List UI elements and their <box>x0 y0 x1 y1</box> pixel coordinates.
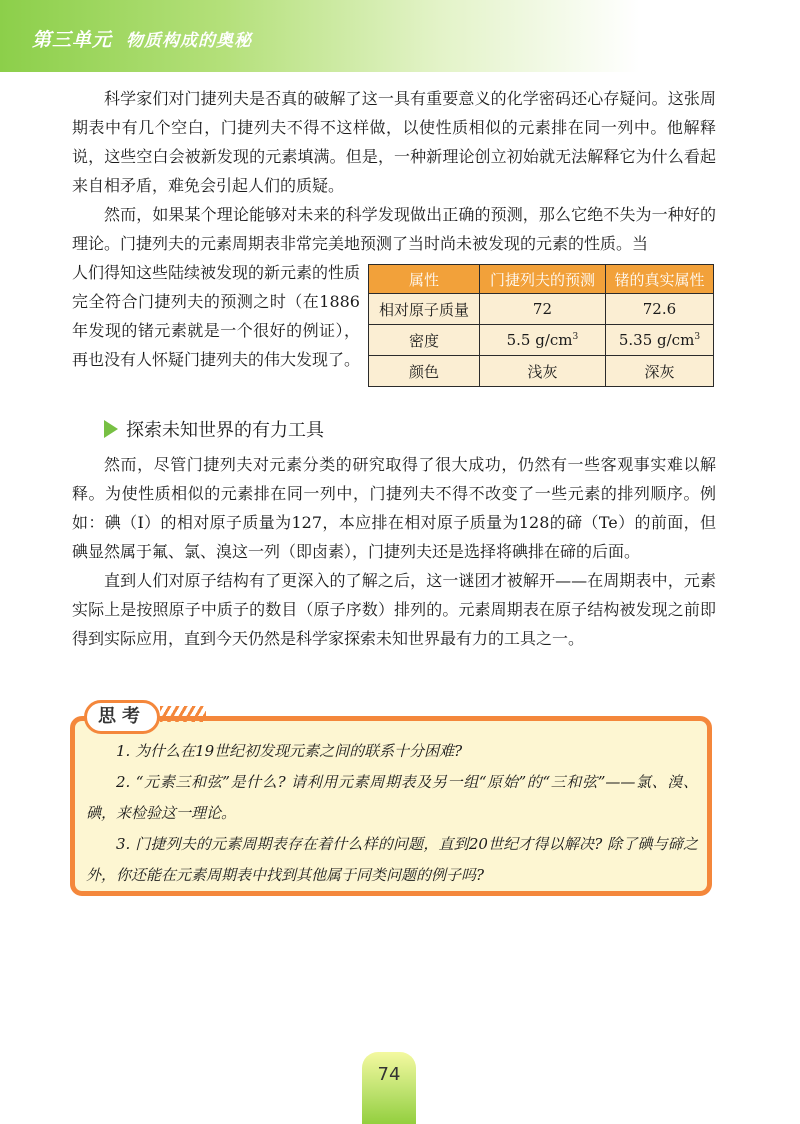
page-number: 74 <box>377 1064 401 1085</box>
question-1: 1. 为什么在19世纪初发现元素之间的联系十分困难? <box>116 742 463 760</box>
think-label: 思考 <box>84 700 160 734</box>
question-3: 3. 门捷列夫的元素周期表存在着什么样的问题，直到20世纪才得以解决? 除了碘与碲之外，你还能在元素周期表中找到其他属于同类问题的例子吗? <box>86 835 698 884</box>
density-predicted: 5.5 g/cm <box>506 331 573 349</box>
page-number-tab <box>362 1052 416 1124</box>
table-row <box>369 356 714 387</box>
table-header-property: 属性 <box>369 265 480 294</box>
question-2: 2. “元素三和弦”是什么? 请利用元素周期表及另一组“原始”的“三和弦”——氯、溴、碘，来检验这一理论。 <box>86 773 698 822</box>
chapter-header <box>32 25 252 52</box>
paragraph-3: 然而，尽管门捷列夫对元素分类的研究取得了很大成功，仍然有一些客观事实难以解释。为使性质相似的元素排在同一列中，门捷列夫不得不改变了一些元素的排列顺序。例如：碘（I）的相对原子质量为127，本应排在相对原子质量为128的碲（Te）的前面，但碘显然属于氟、氯、溴这一列（即卤素），门捷列夫还是选择将碘排在碲的后面。 <box>72 455 716 561</box>
table-row <box>369 294 714 325</box>
table-cell: 72.6 <box>605 294 713 325</box>
unit-label: 第三单元 <box>32 29 113 51</box>
unit-title: 物质构成的奥秘 <box>126 31 253 51</box>
density-actual: 5.35 g/cm <box>618 331 695 349</box>
table-cell <box>605 325 713 356</box>
table-cell <box>480 325 606 356</box>
think-questions <box>86 736 698 891</box>
unit-superscript: 3 <box>694 332 701 342</box>
table-cell: 72 <box>480 294 606 325</box>
play-triangle-icon <box>104 420 118 438</box>
table-cell: 浅灰 <box>480 356 606 387</box>
decorative-stripes <box>160 706 206 722</box>
table-cell: 相对原子质量 <box>369 294 480 325</box>
table-cell: 深灰 <box>605 356 713 387</box>
paragraph-1: 科学家们对门捷列夫是否真的破解了这一具有重要意义的化学密码还心存疑问。这张周期表中有几个空白，门捷列夫不得不这样做，以使性质相似的元素排在同一列中。他解释说，这些空白会被新发现的元素填满。但是，一种新理论创立初始就无法解释它为什么看起来自相矛盾，难免会引起人们的质疑。 <box>72 89 716 195</box>
section-heading <box>104 416 324 442</box>
table-cell: 密度 <box>369 325 480 356</box>
chapter-header-band <box>0 0 800 72</box>
paragraph-2-continued: 人们得知这些陆续被发现的新元素的性质完全符合门捷列夫的预测之时（在1886年发现的锗元素就是一个很好的例证），再也没有人怀疑门捷列夫的伟大发现了。 <box>72 263 361 369</box>
section-title: 探索未知世界的有力工具 <box>126 420 324 441</box>
table-cell: 颜色 <box>369 356 480 387</box>
unit-superscript: 3 <box>572 332 579 342</box>
table-row <box>369 325 714 356</box>
table-header-prediction: 门捷列夫的预测 <box>480 265 606 294</box>
paragraph-4: 直到人们对原子结构有了更深入的了解之后，这一谜团才被解开——在周期表中，元素实际上是按照原子中质子的数目（原子序数）排列的。元素周期表在原子结构被发现之前即得到实际应用，直到今天仍然是科学家探索未知世界最有力的工具之一。 <box>72 571 716 648</box>
paragraph-2: 然而，如果某个理论能够对未来的科学发现做出正确的预测，那么它绝不失为一种好的理论。门捷列夫的元素周期表非常完美地预测了当时尚未被发现的元素的性质。当 <box>72 205 716 253</box>
germanium-comparison-table <box>368 264 714 386</box>
table-header-actual: 锗的真实属性 <box>605 265 713 294</box>
